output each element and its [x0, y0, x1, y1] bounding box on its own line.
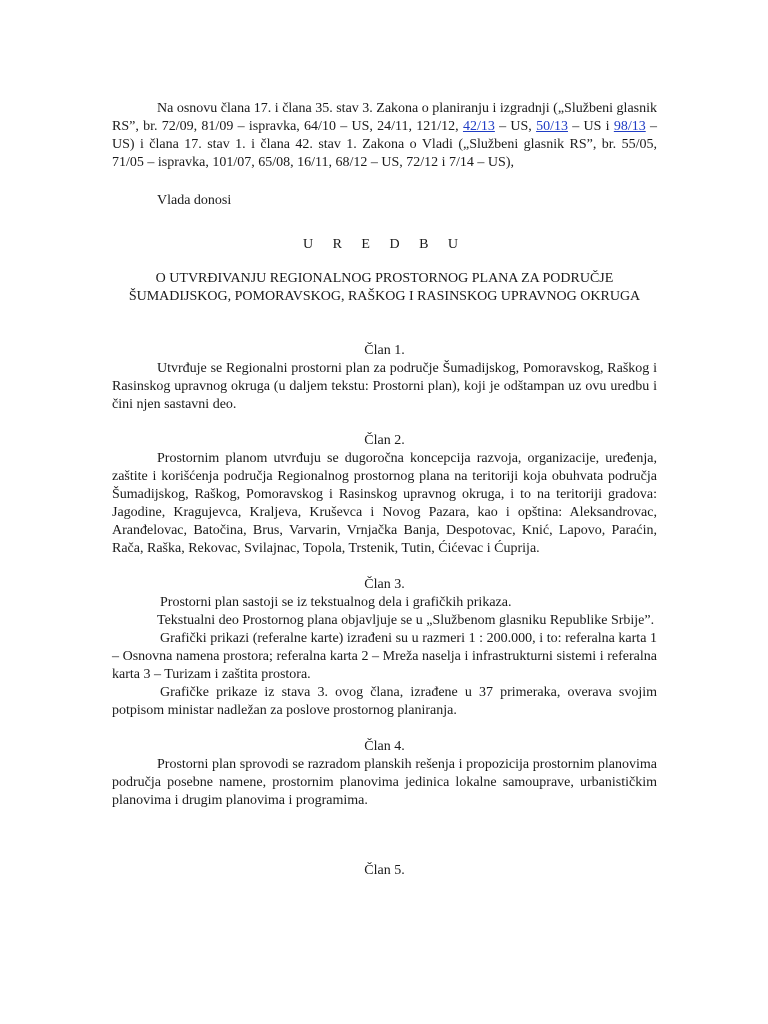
law-link-50-13[interactable]: 50/13 [536, 119, 568, 134]
document-title: U R E D B U [302, 237, 467, 252]
preamble-text-3: – US i [567, 119, 614, 134]
preamble-text-1: Na osnovu člana 17. i člana 35. stav 3. Zakona o planiranju i izgradnji („Službeni glasnik RS”, br. 72/09, 81/09 – ispravka, 64/10 – US, 24/11, 121/12, [112, 101, 657, 134]
article-3-heading: Član 3. [364, 577, 405, 592]
article-3-paragraph-1: Prostorni plan sastoji se iz tekstualnog dela i grafičkih prikaza. [160, 595, 512, 610]
law-link-42-13[interactable]: 42/13 [462, 119, 495, 134]
law-link-98-13[interactable]: 98/13 [613, 119, 646, 134]
article-3-paragraph-3: Grafički prikazi (referalne karte) izrađeni su u razmeri 1 : 200.000, i to: referalna karta 1 – Osnovna namena prostora; referalna karta 2 – Mreža naselja i infrastrukturni sistemi i referalna karta 3 – Turizam i zaštita prostora. [112, 631, 657, 682]
preamble-text-2: – US, [494, 119, 537, 134]
article-5-heading: Član 5. [364, 863, 405, 878]
article-2-heading: Član 2. [364, 433, 405, 448]
preamble-paragraph [112, 100, 657, 172]
issuer-line: Vlada donosi [157, 193, 232, 208]
article-2-paragraph-1: Prostornim planom utvrđuju se dugoročna koncepcija razvoja, organizacije, uređenja, zaštite i korišćenja područja Regionalnog prostornog plana na teritoriji koja obuhvata područja Šumadijskog, Raškog, Pomoravskog i Rasinskog upravnog okruga, i to na teritoriji gradova: Jagodine, Kragujevca, Kraljeva, Kruševca i Novog Pazara, kao i opština: Aleksandrovac, Aranđelovac, Batočina, Brus, Varvarin, Vrnjačka Banja, Despotovac, Knić, Lapovo, Paraćin, Rača, Raška, Rekovac, Svilajnac, Topola, Trstenik, Tutin, Ćićevac i Ćuprija. [112, 451, 657, 556]
article-3-paragraph-2: Tekstualni deo Prostornog plana objavljuje se u „Službenom glasniku Republike Srbije”. [157, 613, 655, 628]
document-subtitle: O UTVRĐIVANJU REGIONALNOG PROSTORNOG PLANA ZA PODRUČJE ŠUMADIJSKOG, POMORAVSKOG, RAŠKOG I RASINSKOG UPRAVNOG OKRUGA [128, 271, 641, 304]
article-4-paragraph-1: Prostorni plan sprovodi se razradom planskih rešenja i propozicija prostornim planovima područja posebne namene, prostornim planovima jedinica lokalne samouprave, urbanističkim planovima i drugim planovima i programima. [112, 757, 657, 808]
document-page [112, 100, 657, 880]
preamble-text-4: – US) i člana 17. stav 1. i člana 42. stav 1. Zakona o Vladi („Službeni glasnik RS”, br. 55/05, 71/05 – ispravka, 101/07, 65/08, 16/11, 68/12 – US, 72/12 i 7/14 – US), [112, 119, 658, 170]
article-1-paragraph-1: Utvrđuje se Regionalni prostorni plan za područje Šumadijskog, Pomoravskog, Raškog i Rasinskog upravnog okruga (u daljem tekstu: Prostorni plan), koji je odštampan uz ovu uredbu i čini njen sastavni deo. [112, 361, 657, 412]
article-3-paragraph-4: Grafičke prikaze iz stava 3. ovog člana, izrađene u 37 primeraka, overava svojim potpisom ministar nadležan za poslove prostornog planiranja. [112, 685, 657, 718]
article-1-heading: Član 1. [364, 343, 405, 358]
article-4-heading: Član 4. [364, 739, 405, 754]
